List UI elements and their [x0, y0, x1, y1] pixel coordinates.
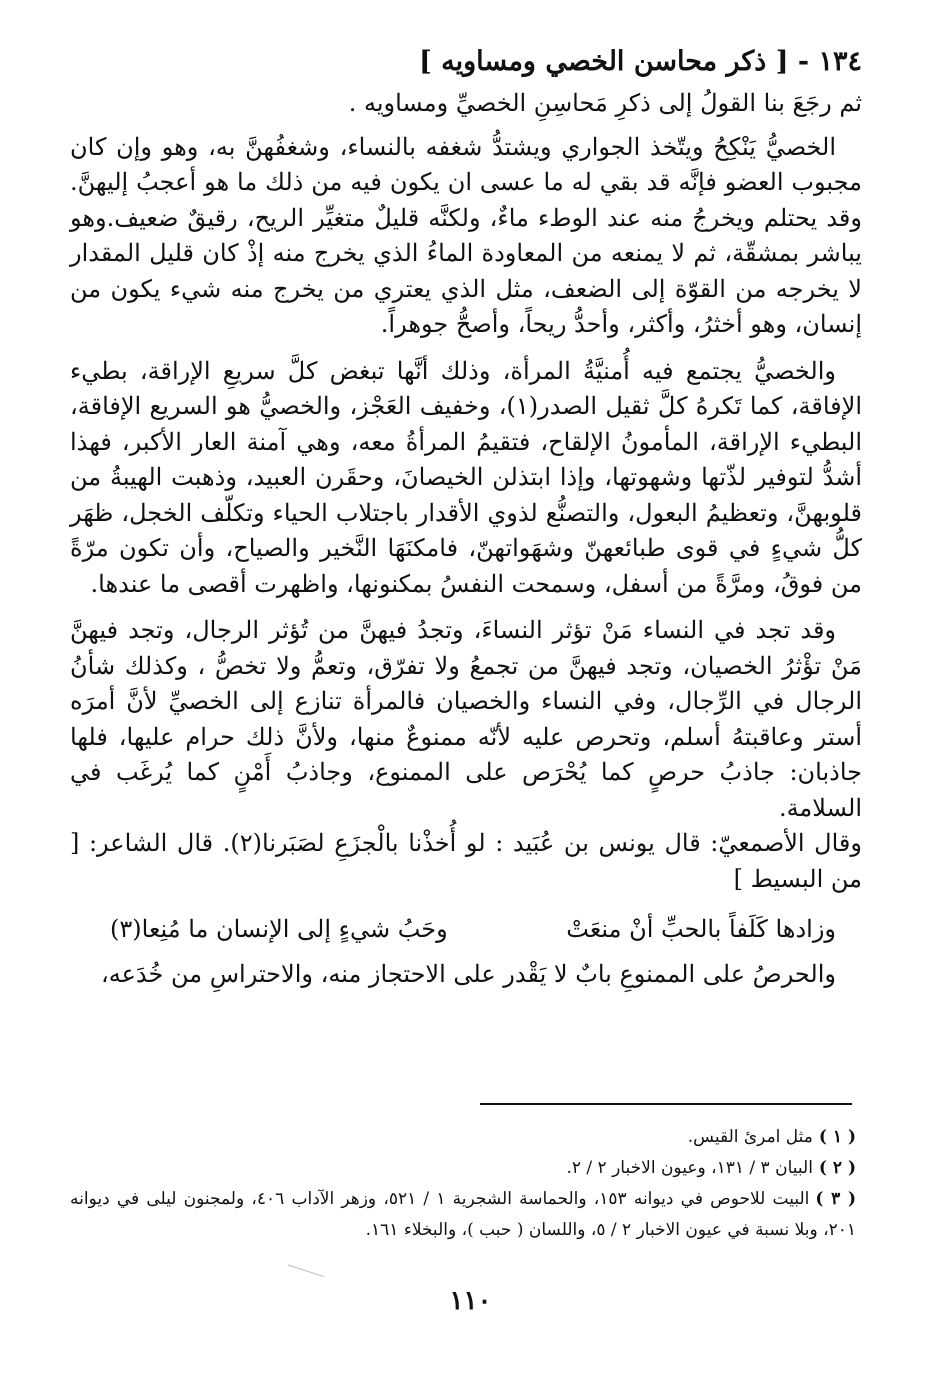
footnote-number: ( ٢ )	[818, 1158, 856, 1178]
footnote-3	[70, 1184, 856, 1246]
paragraph-women-desire: والخصيُّ يجتمع فيه أُمنيَّةُ المرأة، وذلك أنَّها تبغض كلَّ سريعِ الإراقة، بطيء الإفاقة، كما تَكرهُ كلَّ ثقيل الصدر(١)، وخفيف العَجْز، والخصيُّ هو السريع الإفاقة، البطيء الإراقة، المأمونُ الإلقاح، فتقيمُ المرأةُ معه، وهي آمنة العار الأكبر، فهذا أشدُّ لتوفير لذّتها وشهوتها، وإذا ابتذلن الخيصانَ، وحقَرن العبيد، وذهبت الهيبةُ من قلوبهنَّ، وتعظيمُ البعول، والتصنُّع لذوي الأقدار باجتلاب الحياء وتكلّف الخجل، ظهَر كلُّ شيءٍ في قوى طبائعهنّ وشهَواتهنّ، فامكنَهَا النَّخير والصياح، وأن تكون مرّةً من فوقُ، ومرَّةً من أسفل، وسمحت النفسُ بمكنونها، واظهرت أقصى ما عندها.	[70, 356, 862, 598]
paragraph-asmai-quote: وقال الأصمعيّ: قال يونس بن عُبَيد : لو أُخذْنا بالْجزَعِ لصَبَرنا(٢). قال الشاعر: [ من البسيط ]	[70, 829, 862, 893]
footnote-2	[70, 1153, 856, 1184]
footnote-number: ( ٣ )	[815, 1189, 856, 1209]
paragraph-preferences: وقد تجد في النساء مَنْ تؤثر النساءَ، وتجدُ فيهنَّ من تُؤثر الرجال، وتجد فيهنَّ مَنْ تؤْثرُ الخصيان، وتجد فيهنَّ من تجمعُ ولا تفرّق، وتعمُّ ولا تخصُّ ، وكذلك شأنُ الرجال في الرِّجال، وفي النساء والخصيان فالمرأة تنازع إلى الخصيِّ لأنَّ أمرَه أستر وعاقبتهُ أسلم، وتحرص عليه لأنّه ممنوعٌ منها، ولأنَّ ذلك حرام عليها، فلها جاذبان: جاذبُ حرصٍ كما يُحْرَص على الممنوع، وجاذبُ أَمْنٍ كما يُرغَب في السلامة.	[70, 616, 863, 822]
page-number: ١١٠	[449, 1286, 492, 1316]
footnote-number: ( ١ )	[818, 1127, 856, 1147]
section-heading: ١٣٤ - [ ذكر محاسن الخصي ومساويه ]	[418, 46, 862, 77]
footnote-text: البيان ٣ / ١٣١، وعيون الاخبار ٢ / ٢.	[566, 1158, 813, 1178]
poem-hemistich-first: وزادها كَلَفاً بالحبِّ أنْ منعَتْ	[566, 915, 836, 943]
footnote-1	[70, 1122, 856, 1153]
page-body	[70, 40, 862, 993]
poem-hemistich-second: وحَبُ شيءٍ إلى الإنسان ما مُنِعا(٣)	[110, 915, 448, 943]
footnotes	[70, 1122, 856, 1246]
paragraph-eunuch-nature: الخصيُّ يَنْكِحُ ويتّخذ الجواري ويشتدُّ شغفه بالنساء، وشغفُهنَّ به، وهو وإن كان مجبوب العضو فإنَّه قد بقي له ما عسى ان يكون فيه من ذلك ما هو أعجبُ إليهنَّ. وقد يحتلم ويخرجُ منه عند الوطء ماءٌ، ولكنَّه قليلٌ متغيِّر الريح، رقيقٌ ضعيف.وهو يباشر بمشقّة، ثم لا يمنعه من المعاودة الماءُ الذي يخرج منه إذْ كان قليل المقدار لا يخرجه من القوّة إلى الضعف، مثل الذي يعتري من يخرج منه شيء يكون من إنسان، وهو أخثرُ، وأكثر، وأحدُّ ريحاً، وأصحُّ جوهراً.	[70, 132, 862, 338]
poem-verse	[70, 911, 862, 947]
footnote-text: البيت للاحوص في ديوانه ١٥٣، والحماسة الشجرية ١ / ٥٢١، وزهر الآداب ٤٠٦، ولمجنون ليلى في ديوانه ٢٠١، وبلا نسبة في عيون الاخبار ٢ / ٥، واللسان ( حبب )، والبخلاء ١٦١.	[70, 1189, 856, 1240]
paragraph-intro: ثم رجَعَ بنا القولُ إلى ذكرِ مَحاسِنِ الخصيِّ ومساويه .	[348, 89, 862, 117]
footnote-text: مثل امرئ القيس.	[687, 1127, 813, 1147]
footnote-divider	[480, 1103, 852, 1105]
paragraph-closing-line: والحرصُ على الممنوعِ بابٌ لا يَقْدر على الاحتجاز منه، والاحتراسِ من خُدَعه،	[100, 960, 836, 988]
